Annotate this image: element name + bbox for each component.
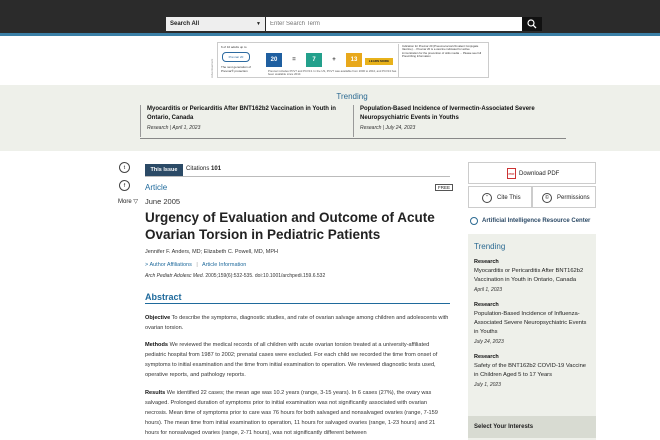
abstract-objective — [145, 313, 450, 333]
trending-item-label: Research — [474, 354, 499, 360]
chevron-down-icon: ▼ — [256, 21, 261, 27]
sidebar-trending — [468, 234, 596, 440]
objective-text: To describe the symptoms, diagnostic studies, and rate of ovarian salvage among children and adolescents with ovarian torsion. — [145, 315, 449, 331]
ad-box-13: 13 — [346, 53, 362, 67]
ad-headline: 6 of 10 adults up to — [221, 45, 247, 49]
trending-card-meta: Research | April 1, 2023 — [147, 125, 201, 131]
trending-item-label: Research — [474, 302, 499, 308]
citation-journal: Arch Pediatr Adolesc Med. — [145, 273, 205, 279]
trending-item-title[interactable]: Safety of the BNT162b2 COVID-19 Vaccine in Children Aged 5 to 17 Years — [474, 363, 587, 378]
ad-box-20: 20 — [266, 53, 282, 67]
ad-subtext: The next generation of Prevnar® protection — [221, 65, 252, 73]
methods-label: Methods — [145, 342, 168, 348]
quote-icon: “ — [482, 193, 492, 203]
trending-card[interactable] — [140, 105, 350, 137]
more-share-button[interactable]: More ▽ — [118, 199, 138, 205]
cite-this-button[interactable] — [468, 186, 532, 208]
trending-card[interactable] — [353, 105, 558, 137]
ad-learn-more-button[interactable]: LEARN MORE — [365, 58, 393, 65]
top-bar — [0, 0, 660, 36]
search-input[interactable] — [266, 17, 522, 31]
globe-icon — [470, 217, 478, 225]
trending-item-title[interactable]: Myocarditis or Pericarditis After BNT162b2 Vaccination in Youth in Ontario, Canada — [474, 268, 584, 283]
article-date: June 2005 — [145, 197, 181, 206]
trending-card-title[interactable]: Myocarditis or Pericarditis After BNT162b2 Vaccination in Youth in Ontario, Canada — [147, 106, 336, 121]
download-pdf-button[interactable] — [468, 162, 596, 184]
abstract-heading: Abstract — [145, 292, 450, 304]
article-authors: Jennifer F. Anders, MD; Elizabeth C. Powell, MD, MPH — [145, 249, 278, 255]
search-button[interactable] — [522, 17, 542, 31]
trending-item-date: April 1, 2023 — [474, 287, 503, 293]
article-type: Article — [145, 183, 168, 192]
ad-disclaimer: Prevnar includes PCV7 and PCV13. In the US, PCV7 was available from 2000 to 2010, and PCV13 has been available since 2010. — [268, 69, 397, 76]
trending-item-label: Research — [474, 259, 499, 265]
tab-divider — [145, 176, 450, 177]
cite-this-label: Cite This — [497, 195, 521, 201]
search-scope-select[interactable] — [166, 17, 265, 31]
trending-item-title[interactable]: Population-Based Incidence of Influenza-Associated Severe Neuropsychiatric Events in Youths — [474, 311, 587, 335]
free-badge: FREE — [435, 184, 453, 191]
ad-box-equals: = — [292, 57, 296, 63]
list-item[interactable] — [474, 354, 590, 388]
article-links — [145, 262, 246, 268]
trending-divider — [140, 138, 566, 139]
tab-citations[interactable] — [186, 166, 221, 172]
methods-text: We reviewed the medical records of all children with acute ovarian torsion treated at a university-affiliated pediatric hospital from 1987 to 2002; prenatal cases were excluded. For each child we recorded the time from onset of symptoms to initial examination and the time from initial examination to operation. We reviewed diagnostic tests used, operative reports, and pathology reports. — [145, 342, 438, 378]
trending-card-meta: Research | July 24, 2023 — [360, 125, 416, 131]
ad-logo: Prevnar 20 — [222, 52, 250, 62]
sidebar-trending-title: Trending — [474, 242, 506, 251]
search-scope-label: Search All — [170, 21, 200, 27]
ad-box-7: 7 — [306, 53, 322, 67]
select-interests-button[interactable]: Select Your Interests — [468, 416, 596, 438]
ai-resource-center-label: Artificial Intelligence Resource Center — [482, 218, 591, 224]
list-item[interactable] — [474, 259, 590, 293]
article-title: Urgency of Evaluation and Outcome of Acute Ovarian Torsion in Pediatric Patients — [145, 210, 435, 242]
trending-band-title: Trending — [336, 92, 368, 101]
citations-count: 101 — [211, 166, 222, 172]
ad-indication-text: Indication for Prevnar 20 (Pneumococcal 20-valent Conjugate Vaccine) ... Prevnar 20 is a vaccine indicated for active immunization for the prevention of otitis media ... Please see full Prescribing Information — [398, 44, 488, 77]
download-pdf-label: Download PDF — [519, 171, 560, 177]
trending-card-title[interactable]: Population-Based Incidence of Ivermectin-Associated Severe Neuropsychiatric Events in Youths — [360, 106, 535, 121]
ai-resource-center-link[interactable] — [468, 218, 596, 224]
author-affiliations-link[interactable]: Author Affiliations — [149, 262, 192, 268]
trending-item-date: July 1, 2023 — [474, 382, 501, 388]
citation-line — [145, 273, 325, 279]
permissions-button[interactable] — [532, 186, 596, 208]
link-separator: | — [196, 262, 198, 268]
copyright-icon: © — [542, 193, 552, 203]
trending-item-date: July 24, 2023 — [474, 339, 504, 345]
chevron-right-icon: > — [145, 262, 150, 268]
pdf-icon: PDF — [507, 168, 516, 179]
results-text: We identified 22 cases; the mean age was 10.2 years (range, 3-15 years). In 6 cases (27%), the ovary was salvaged. Prolonged duration of symptoms prior to initial examination was not significantly associated with ovarian necrosis. Mean time of symptoms prior to care was 76 hours for both salvaged and nonsalvaged ovaries (range, 7-159 hours). The mean time from initial examination to operation, 11 hours for salvaged ovaries (range, 1-23 hours) and 21 hours for nonsalvaged ovaries (range, 2-71 hours), was not significantly different between — [145, 390, 438, 436]
results-label: Results — [145, 390, 166, 396]
article-information-link[interactable]: Article Information — [202, 262, 247, 268]
tab-this-issue[interactable]: This Issue — [145, 164, 183, 176]
ad-label: Advertisement — [210, 58, 214, 78]
abstract-methods — [145, 340, 450, 380]
facebook-icon[interactable]: f — [119, 180, 130, 191]
search-icon — [527, 19, 537, 29]
list-item[interactable] — [474, 302, 590, 345]
citations-label: Citations — [186, 166, 210, 172]
abstract-results — [145, 388, 450, 438]
objective-label: Objective — [145, 315, 171, 321]
ad-box-plus: + — [332, 57, 336, 63]
twitter-icon[interactable]: t — [119, 162, 130, 173]
citation-details: 2005;159(6):532-535. doi:10.1001/archpedi.159.6.532 — [205, 273, 326, 279]
social-share — [118, 162, 140, 205]
advertisement[interactable] — [217, 42, 489, 78]
permissions-label: Permissions — [557, 195, 590, 201]
